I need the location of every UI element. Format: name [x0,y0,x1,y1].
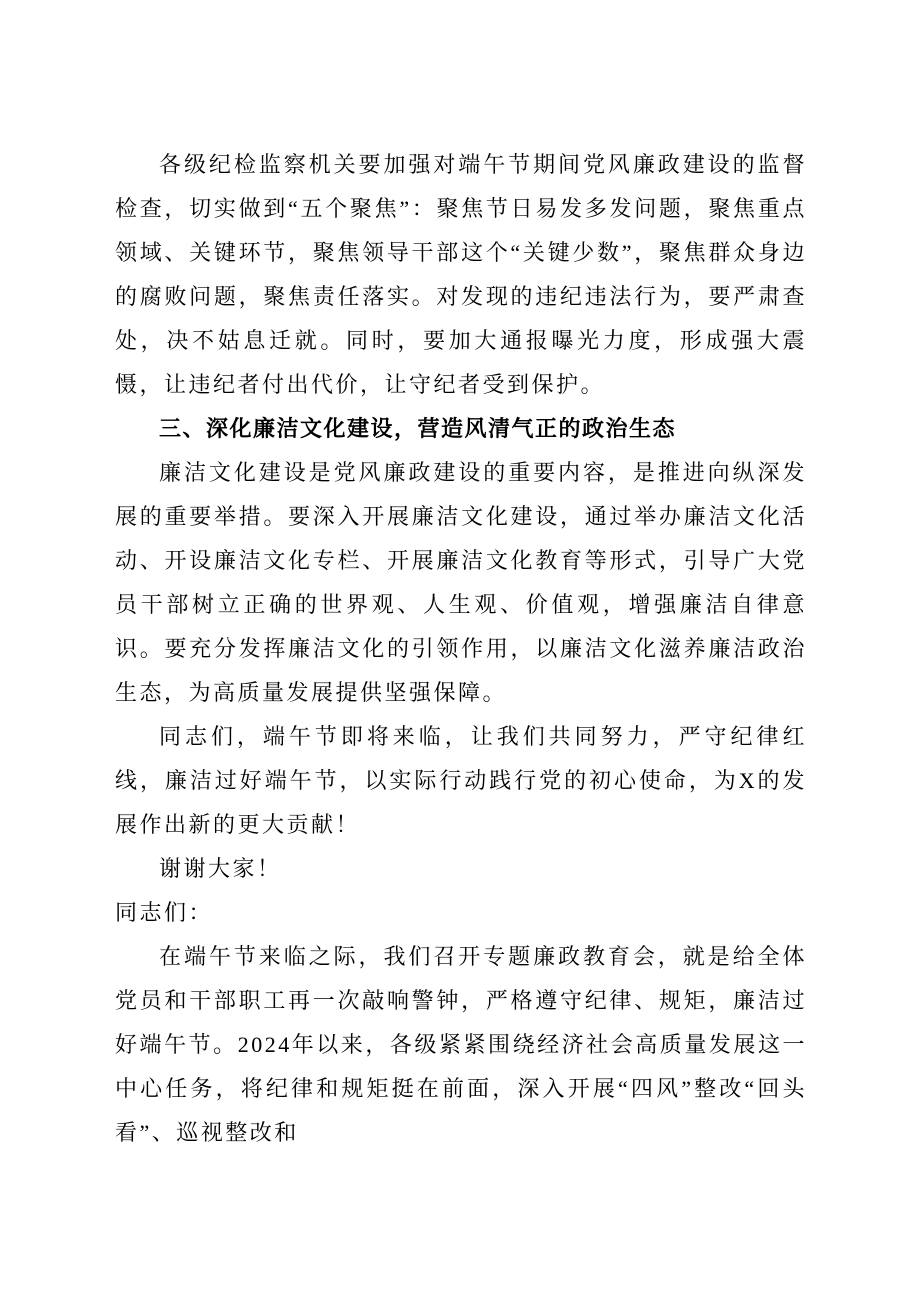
paragraph-closing-appeal: 同志们，端午节即将来临，让我们共同努力，严守纪律红线，廉洁过好端午节，以实际行动践行党的初心使命，为X的发展作出新的更大贡献！ [115,724,807,837]
section-heading-three: 三、深化廉洁文化建设，营造风清气正的政治生态 [159,416,677,441]
paragraph-integrity-culture: 廉洁文化建设是党风廉政建设的重要内容，是推进向纵深发展的重要举措。要深入开展廉洁文化建设，通过举办廉洁文化活动、开设廉洁文化专栏、开展廉洁文化教育等形式，引导广大党员干部树立正确的世界观、人生观、价值观，增强廉洁自律意识。要充分发挥廉洁文化的引领作用，以廉洁文化滋养廉洁政治生态，为高质量发展提供坚强保障。 [115,460,807,705]
paragraph-thanks: 谢谢大家！ [159,856,282,881]
paragraph-new-speech-opening: 在端午节来临之际，我们召开专题廉政教育会，就是给全体党员和干部职工再一次敲响警钟，严格遵守纪律、规矩，廉洁过好端午节。2024年以来，各级紧紧围绕经济社会高质量发展这一中心任务，将纪律和规矩挺在前面，深入开展“四风”整改“回头看”、巡视整改和 [115,944,807,1145]
salutation-comrades: 同志们： [115,900,214,925]
paragraph-supervision: 各级纪检监察机关要加强对端午节期间党风廉政建设的监督检查，切实做到“五个聚焦”：聚焦节日易发多发问题，聚焦重点领域、关键环节，聚焦领导干部这个“关键少数”，聚焦群众身边的腐败问题，聚焦责任落实。对发现的违纪违法行为，要严肃查处，决不姑息迁就。同时，要加大通报曝光力度，形成强大震慑，让违纪者付出代价，让守纪者受到保护。 [115,152,807,397]
